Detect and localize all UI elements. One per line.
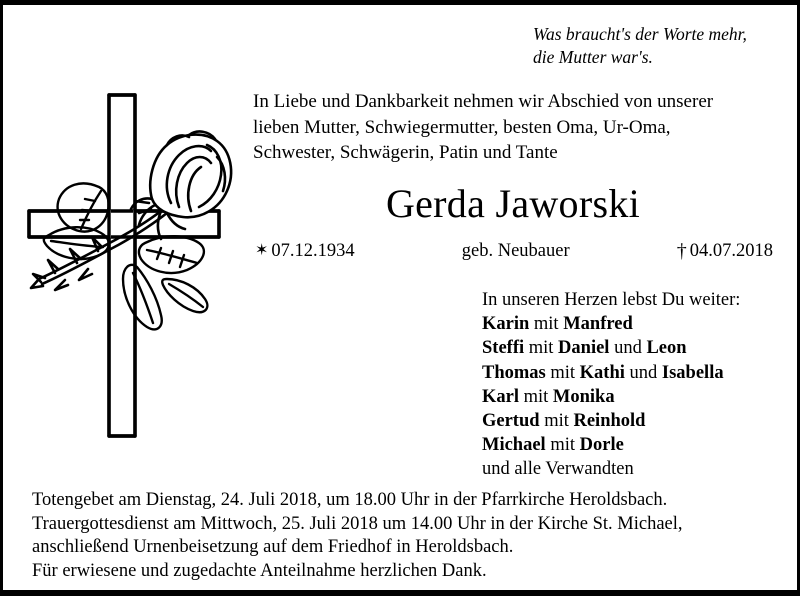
survivor-person-name: Michael [482, 435, 546, 456]
death-date: 04.07.2018 [689, 241, 773, 261]
intro-line-3: Schwester, Schwägerin, Patin und Tante [253, 142, 558, 163]
cross-with-rose-illustration [21, 83, 246, 448]
survivor-partner-name: Reinhold [573, 411, 646, 432]
service-details [32, 489, 777, 583]
survivor-family-line [482, 361, 782, 385]
survivor-family-line [482, 385, 782, 409]
survivors-closing: und alle Verwandten [482, 459, 634, 480]
deceased-name: Gerda Jaworski [385, 181, 641, 226]
survivor-partner-name: Daniel [558, 338, 610, 359]
death-date-cell [677, 239, 773, 263]
survivor-person-name: Thomas [482, 362, 546, 383]
survivors-block [482, 288, 782, 482]
service-line-3: anschließend Urnenbeisetzung auf dem Friedhof in Heroldsbach. [32, 537, 514, 557]
survivor-conjunction: mit [523, 386, 549, 407]
survivor-partner-name: Manfred [563, 314, 633, 335]
survivor-person-name: Karl [482, 386, 519, 407]
epigraph-line-1: Was braucht's der Worte mehr, [533, 24, 747, 44]
survivor-partner-name: Kathi [579, 362, 625, 383]
service-line-4: Für erwiesene und zugedachte Anteilnahme herzlichen Dank. [32, 560, 487, 581]
maiden-name: geb. Neubauer [461, 241, 570, 261]
survivors-lead: In unseren Herzen lebst Du weiter: [482, 290, 741, 310]
intro-line-1: In Liebe und Dankbarkeit nehmen wir Abschied von unserer [253, 91, 714, 112]
service-line-2: Trauergottesdienst am Mittwoch, 25. Juli 2018 um 14.00 Uhr in der Kirche St. Michael, [32, 513, 683, 534]
rose-leaf-right-tip [162, 279, 207, 312]
survivor-family-line [482, 312, 782, 336]
intro-paragraph [253, 89, 773, 166]
rose-leaf-right [139, 236, 204, 273]
survivors-family-list [482, 312, 782, 457]
survivor-family-line [482, 409, 782, 433]
survivor-conjunction: mit [550, 435, 575, 456]
birth-date-cell [255, 239, 355, 263]
epigraph-line-2: die Mutter war's. [533, 47, 653, 67]
survivor-conjunction: mit [528, 338, 554, 359]
death-cross-icon: † [676, 240, 687, 262]
survivor-conjunction: mit [533, 314, 559, 335]
life-dates-row [255, 239, 773, 263]
rose-leaf-upper-left [58, 183, 109, 231]
survivor-conjunction: mit [544, 411, 569, 432]
survivor-family-line [482, 336, 782, 360]
survivor-partner-name: Dorle [579, 435, 624, 456]
survivor-extra-name: Isabella [661, 362, 724, 383]
epigraph [533, 23, 783, 69]
survivor-person-name: Steffi [482, 338, 525, 359]
survivor-person-name: Gertud [482, 411, 540, 432]
intro-line-2: lieben Mutter, Schwiegermutter, besten Oma, Ur-Oma, [253, 116, 671, 138]
survivor-family-line [482, 433, 782, 457]
survivor-partner-name: Monika [552, 386, 615, 407]
birth-star-icon: ✶ [255, 242, 269, 259]
survivor-conjunction: mit [550, 362, 576, 383]
birth-date: 07.12.1934 [271, 241, 355, 261]
survivor-extra-name: Leon [646, 338, 687, 359]
survivor-conjunction: und [614, 338, 642, 359]
notice-inner [3, 5, 797, 590]
survivor-conjunction: und [629, 362, 658, 383]
service-line-1: Totengebet am Dienstag, 24. Juli 2018, um 18.00 Uhr in der Pfarrkirche Heroldsbach. [32, 490, 668, 510]
survivor-person-name: Karin [482, 314, 530, 335]
